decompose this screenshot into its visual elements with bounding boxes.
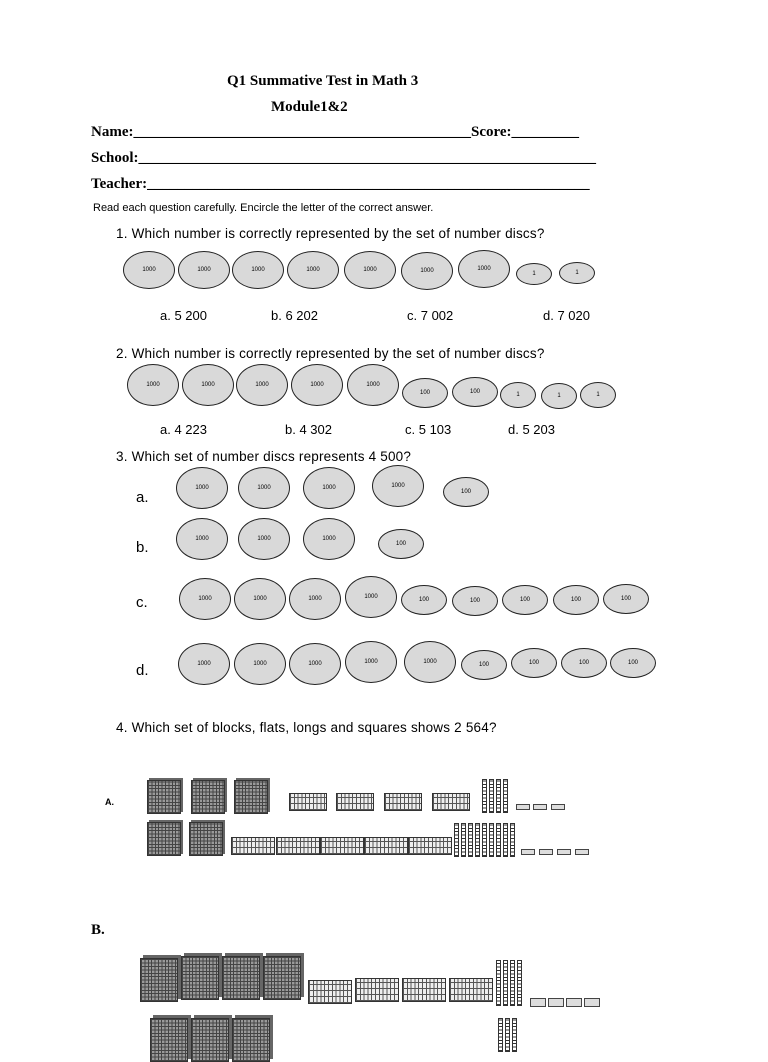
hundred-flat <box>384 793 422 811</box>
number-disc: 1000 <box>182 364 234 406</box>
number-disc: 1000 <box>287 251 339 289</box>
hundred-flat <box>231 837 275 855</box>
number-disc: 1000 <box>127 364 179 406</box>
number-disc: 1000 <box>176 467 228 509</box>
ten-long <box>461 823 466 857</box>
ten-long <box>489 779 494 813</box>
ten-long <box>475 823 480 857</box>
hundred-flat <box>355 978 399 1002</box>
number-disc: 1000 <box>345 576 397 618</box>
test-title: Q1 Summative Test in Math 3 <box>227 73 419 89</box>
number-disc: 1 <box>500 382 536 408</box>
ten-long <box>496 960 501 1006</box>
thousand-block <box>181 956 219 1000</box>
ten-long <box>503 960 508 1006</box>
number-disc: 1000 <box>176 518 228 560</box>
hundred-flat <box>289 793 327 811</box>
ten-long <box>498 1018 503 1052</box>
number-disc: 100 <box>401 585 447 615</box>
question-4: 4. Which set of blocks, flats, longs and squares shows 2 564? <box>116 720 497 735</box>
q1-option-c[interactable]: c. 7 002 <box>407 308 454 323</box>
hundred-flat <box>402 978 446 1002</box>
number-disc: 100 <box>511 648 557 678</box>
one-square <box>521 849 535 855</box>
school-line: School:_____________________________________________________________ <box>91 150 597 166</box>
number-disc: 100 <box>378 529 424 559</box>
hundred-flat <box>276 837 320 855</box>
number-disc: 100 <box>452 586 498 616</box>
thousand-block <box>150 1018 188 1062</box>
ten-long <box>517 960 522 1006</box>
number-disc: 1000 <box>303 467 355 509</box>
thousand-block <box>222 956 260 1000</box>
number-disc: 100 <box>443 477 489 507</box>
one-square <box>566 998 582 1007</box>
q1-option-b[interactable]: b. 6 202 <box>271 308 318 323</box>
one-square <box>530 998 546 1007</box>
number-disc: 1000 <box>372 465 424 507</box>
q2-option-b[interactable]: b. 4 302 <box>285 422 332 437</box>
number-disc: 100 <box>610 648 656 678</box>
q2-option-d[interactable]: d. 5 203 <box>508 422 555 437</box>
number-disc: 1000 <box>291 364 343 406</box>
number-disc: 1 <box>559 262 595 284</box>
ten-long <box>503 779 508 813</box>
ten-long <box>489 823 494 857</box>
ten-long <box>510 823 515 857</box>
number-disc: 1000 <box>234 643 286 685</box>
teacher-line: Teacher:___________________________________________________________ <box>91 176 590 192</box>
number-disc: 1000 <box>234 578 286 620</box>
number-disc: 100 <box>502 585 548 615</box>
thousand-block <box>147 780 181 814</box>
q3-option-b-letter[interactable]: b. <box>136 539 149 556</box>
one-square <box>584 998 600 1007</box>
hundred-flat <box>408 837 452 855</box>
number-disc: 100 <box>561 648 607 678</box>
thousand-block <box>232 1018 270 1062</box>
ten-long <box>482 823 487 857</box>
ten-long <box>468 823 473 857</box>
number-disc: 1000 <box>236 364 288 406</box>
number-disc: 1000 <box>123 251 175 289</box>
q4-option-b-letter[interactable]: B. <box>91 922 105 938</box>
one-square <box>557 849 571 855</box>
number-disc: 1000 <box>401 252 453 290</box>
thousand-block <box>263 956 301 1000</box>
hundred-flat <box>449 978 493 1002</box>
ten-long <box>482 779 487 813</box>
instructions: Read each question carefully. Encircle the letter of the correct answer. <box>93 202 434 214</box>
number-disc: 1000 <box>289 643 341 685</box>
hundred-flat <box>364 837 408 855</box>
one-square <box>539 849 553 855</box>
number-disc: 1000 <box>344 251 396 289</box>
question-3: 3. Which set of number discs represents 4 500? <box>116 449 412 464</box>
q2-option-a[interactable]: a. 4 223 <box>160 422 207 437</box>
number-disc: 1000 <box>289 578 341 620</box>
number-disc: 100 <box>452 377 498 407</box>
thousand-block <box>191 780 225 814</box>
thousand-block <box>147 822 181 856</box>
number-disc: 1000 <box>178 251 230 289</box>
q2-option-c[interactable]: c. 5 103 <box>405 422 452 437</box>
number-disc: 1000 <box>345 641 397 683</box>
number-disc: 1 <box>516 263 552 285</box>
hundred-flat <box>432 793 470 811</box>
number-disc: 1 <box>580 382 616 408</box>
q1-option-d[interactable]: d. 7 020 <box>543 308 590 323</box>
number-disc: 1000 <box>178 643 230 685</box>
number-disc: 1000 <box>179 578 231 620</box>
hundred-flat <box>308 980 352 1004</box>
number-disc: 1000 <box>232 251 284 289</box>
question-2: 2. Which number is correctly represented by the set of number discs? <box>116 346 545 361</box>
ten-long <box>454 823 459 857</box>
number-disc: 1000 <box>303 518 355 560</box>
thousand-block <box>140 958 178 1002</box>
one-square <box>548 998 564 1007</box>
q4-option-a-letter[interactable]: A. <box>105 797 114 807</box>
one-square <box>551 804 565 810</box>
one-square <box>516 804 530 810</box>
ten-long <box>496 823 501 857</box>
number-disc: 100 <box>402 378 448 408</box>
hundred-flat <box>336 793 374 811</box>
thousand-block <box>234 780 268 814</box>
number-disc: 100 <box>553 585 599 615</box>
one-square <box>575 849 589 855</box>
one-square <box>533 804 547 810</box>
name-score-line: Name:_____________________________________________Score:_________ <box>91 124 580 140</box>
ten-long <box>503 823 508 857</box>
number-disc: 1000 <box>458 250 510 288</box>
number-disc: 100 <box>603 584 649 614</box>
number-disc: 100 <box>461 650 507 680</box>
ten-long <box>496 779 501 813</box>
number-disc: 1000 <box>347 364 399 406</box>
thousand-block <box>191 1018 229 1062</box>
ten-long <box>512 1018 517 1052</box>
number-disc: 1000 <box>238 518 290 560</box>
ten-long <box>505 1018 510 1052</box>
ten-long <box>510 960 515 1006</box>
number-disc: 1 <box>541 383 577 409</box>
q3-option-d-letter[interactable]: d. <box>136 662 149 679</box>
number-disc: 1000 <box>404 641 456 683</box>
q3-option-c-letter[interactable]: c. <box>136 594 148 611</box>
thousand-block <box>189 822 223 856</box>
hundred-flat <box>320 837 364 855</box>
q3-option-a-letter[interactable]: a. <box>136 489 149 506</box>
q1-option-a[interactable]: a. 5 200 <box>160 308 207 323</box>
number-disc: 1000 <box>238 467 290 509</box>
question-1: 1. Which number is correctly represented by the set of number discs? <box>116 226 545 241</box>
test-subtitle: Module1&2 <box>271 99 348 115</box>
